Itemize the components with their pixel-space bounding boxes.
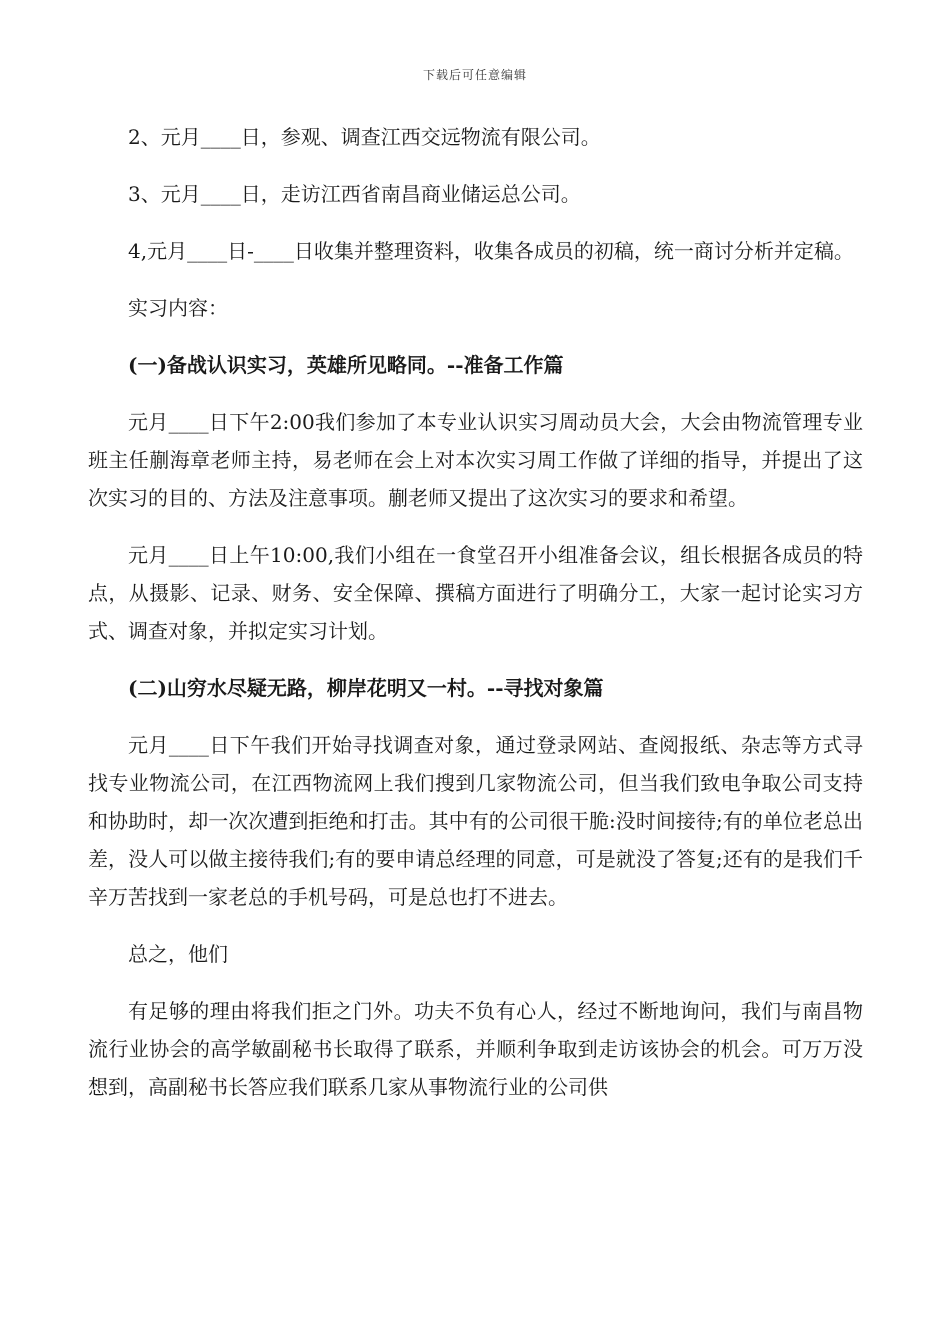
body-paragraph: 元月____日上午10:00,我们小组在一食堂召开小组准备会议，组长根据各成员的特点，从摄影、记录、财务、安全保障、撰稿方面进行了明确分工，大家一起讨论实习方式、调查对象，并拟定实习计划。 — [88, 543, 863, 643]
schedule-item-2: 2、元月____日，参观、调查江西交远物流有限公司。 — [128, 125, 601, 149]
body-paragraph: 有足够的理由将我们拒之门外。功夫不负有心人，经过不断地询问，我们与南昌物流行业协会的高学敏副秘书长取得了联系，并顺利争取到走访该协会的机会。可万万没想到，高副秘书长答应我们联系几家从事物流行业的公司供 — [88, 999, 863, 1099]
page-header-note: 下载后可任意编辑 — [422, 68, 527, 82]
section-heading-1: (一)备战认识实习，英雄所见略同。--准备工作篇 — [128, 353, 564, 377]
schedule-item-3: 3、元月____日，走访江西省南昌商业储运总公司。 — [128, 182, 581, 206]
section-label-content: 实习内容： — [128, 296, 228, 320]
schedule-item-4: 4,元月____日-____日收集并整理资料，收集各成员的初稿，统一商讨分析并定稿。 — [128, 239, 854, 263]
body-paragraph: 总之，他们 — [128, 942, 228, 966]
document-body — [88, 118, 863, 1125]
body-paragraph: 元月____日下午我们开始寻找调查对象，通过登录网站、查阅报纸、杂志等方式寻找专业物流公司，在江西物流网上我们搜到几家物流公司，但当我们致电争取公司支持和协助时，却一次次遭到拒绝和打击。其中有的公司很干脆:没时间接待;有的单位老总出差，没人可以做主接待我们;有的要申请总经理的同意，可是就没了答复;还有的是我们千辛万苦找到一家老总的手机号码，可是总也打不进去。 — [88, 733, 863, 909]
body-paragraph: 元月____日下午2:00我们参加了本专业认识实习周动员大会，大会由物流管理专业班主任蒯海章老师主持，易老师在会上对本次实习周工作做了详细的指导，并提出了这次实习的目的、方法及注意事项。蒯老师又提出了这次实习的要求和希望。 — [88, 410, 863, 510]
section-heading-2: (二)山穷水尽疑无路，柳岸花明又一村。--寻找对象篇 — [128, 676, 604, 700]
